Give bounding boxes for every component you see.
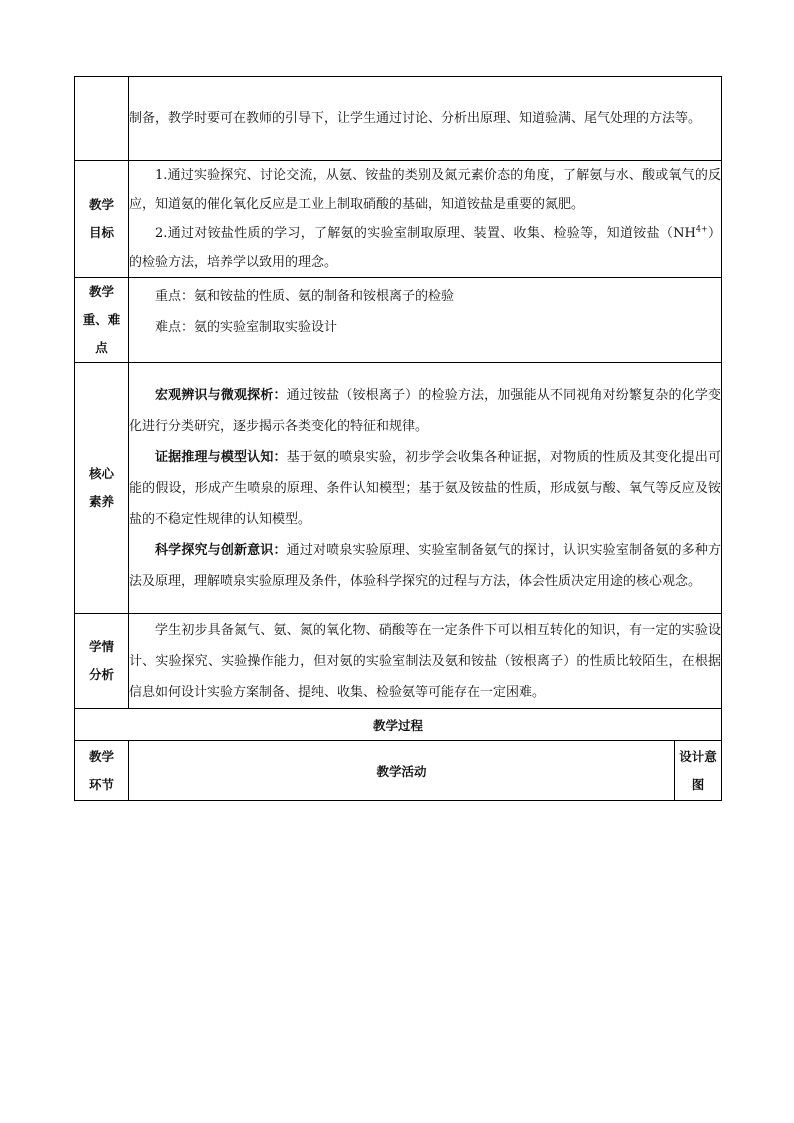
goals-row bbox=[75, 161, 722, 278]
key-points-row bbox=[75, 278, 722, 363]
process-title: 教学过程 bbox=[75, 709, 722, 741]
goals-content bbox=[129, 161, 722, 278]
ion-superscript: 4+ bbox=[695, 224, 708, 234]
design-intent-header: 设计意 图 bbox=[675, 741, 722, 801]
goals-label: 教学 目标 bbox=[75, 161, 129, 278]
literacy-row bbox=[75, 363, 722, 614]
activity-header: 教学活动 bbox=[129, 741, 675, 801]
analysis-row bbox=[75, 614, 722, 709]
analysis-label: 学情 分析 bbox=[75, 614, 129, 709]
intro-text: 制备，教学时要可在教师的引导下，让学生通过讨论、分析出原理、知道验满、尾气处理的方法等。 bbox=[129, 111, 702, 126]
lesson-plan-table bbox=[74, 76, 722, 801]
process-title-row bbox=[75, 709, 722, 741]
literacy-label: 核心 素养 bbox=[75, 363, 129, 614]
goal-1: 1.通过实验探究、讨论交流，从氨、铵盐的类别及氮元素价态的角度，了解氨与水、酸或氧气的反应，知道氨的催化氧化反应是工业上制取硝酸的基础，知道铵盐是重要的氮肥。 bbox=[129, 168, 722, 212]
intro-cell bbox=[129, 77, 722, 161]
intro-label-cell bbox=[75, 77, 129, 161]
literacy-content bbox=[129, 363, 722, 614]
difficult-point-text: 难点：氨的实验室制取实验设计 bbox=[155, 320, 338, 335]
goal-2: 2.通过对铵盐性质的学习，了解氨的实验室制取原理、装置、收集、检验等，知道铵盐$(NH^{4+})$的检验方法，培养学以致用的理念。 bbox=[129, 224, 722, 270]
key-points-content bbox=[129, 278, 722, 363]
literacy-item-3: 科学探究与创新意识：通过对喷泉实验原理、实验室制备氨气的探讨，认识实验室制备氨的多种方法及原理，理解喷泉实验原理及条件，体验科学探究的过程与方法，体会性质决定用途的核心观念。 bbox=[129, 542, 721, 589]
analysis-content bbox=[129, 614, 722, 709]
key-points-label: 教学 重、难 点 bbox=[75, 278, 129, 363]
literacy-item-1: 宏观辨识与微观探析：通过铵盐（铵根离子）的检验方法，加强能从不同视角对纷繁复杂的化学变化进行分类研究，逐步揭示各类变化的特征和规律。 bbox=[129, 387, 721, 434]
analysis-text: 学生初步具备氮气、氨、氮的氧化物、硝酸等在一定条件下可以相互转化的知识，有一定的实验设计、实验探究、实验操作能力，但对氨的实验室制法及氨和铵盐（铵根离子）的性质比较陌生，在根据信息如何设计实验方案制备、提纯、收集、检验氨等可能存在一定困难。 bbox=[129, 622, 722, 700]
stage-header: 教学 环节 bbox=[75, 741, 129, 801]
literacy-item-2: 证据推理与模型认知：基于氨的喷泉实验，初步学会收集各种证据，对物质的性质及其变化提出可能的假设，形成产生喷泉的原理、条件认知模型；基于氨及铵盐的性质，形成氨与酸、氧气等反应及铵盐的不稳定性规律的认知模型。 bbox=[129, 449, 722, 527]
key-point-text: 重点：氨和铵盐的性质、氨的制备和铵根离子的检验 bbox=[155, 289, 455, 304]
intro-row bbox=[75, 77, 722, 161]
process-header-row bbox=[75, 741, 722, 801]
